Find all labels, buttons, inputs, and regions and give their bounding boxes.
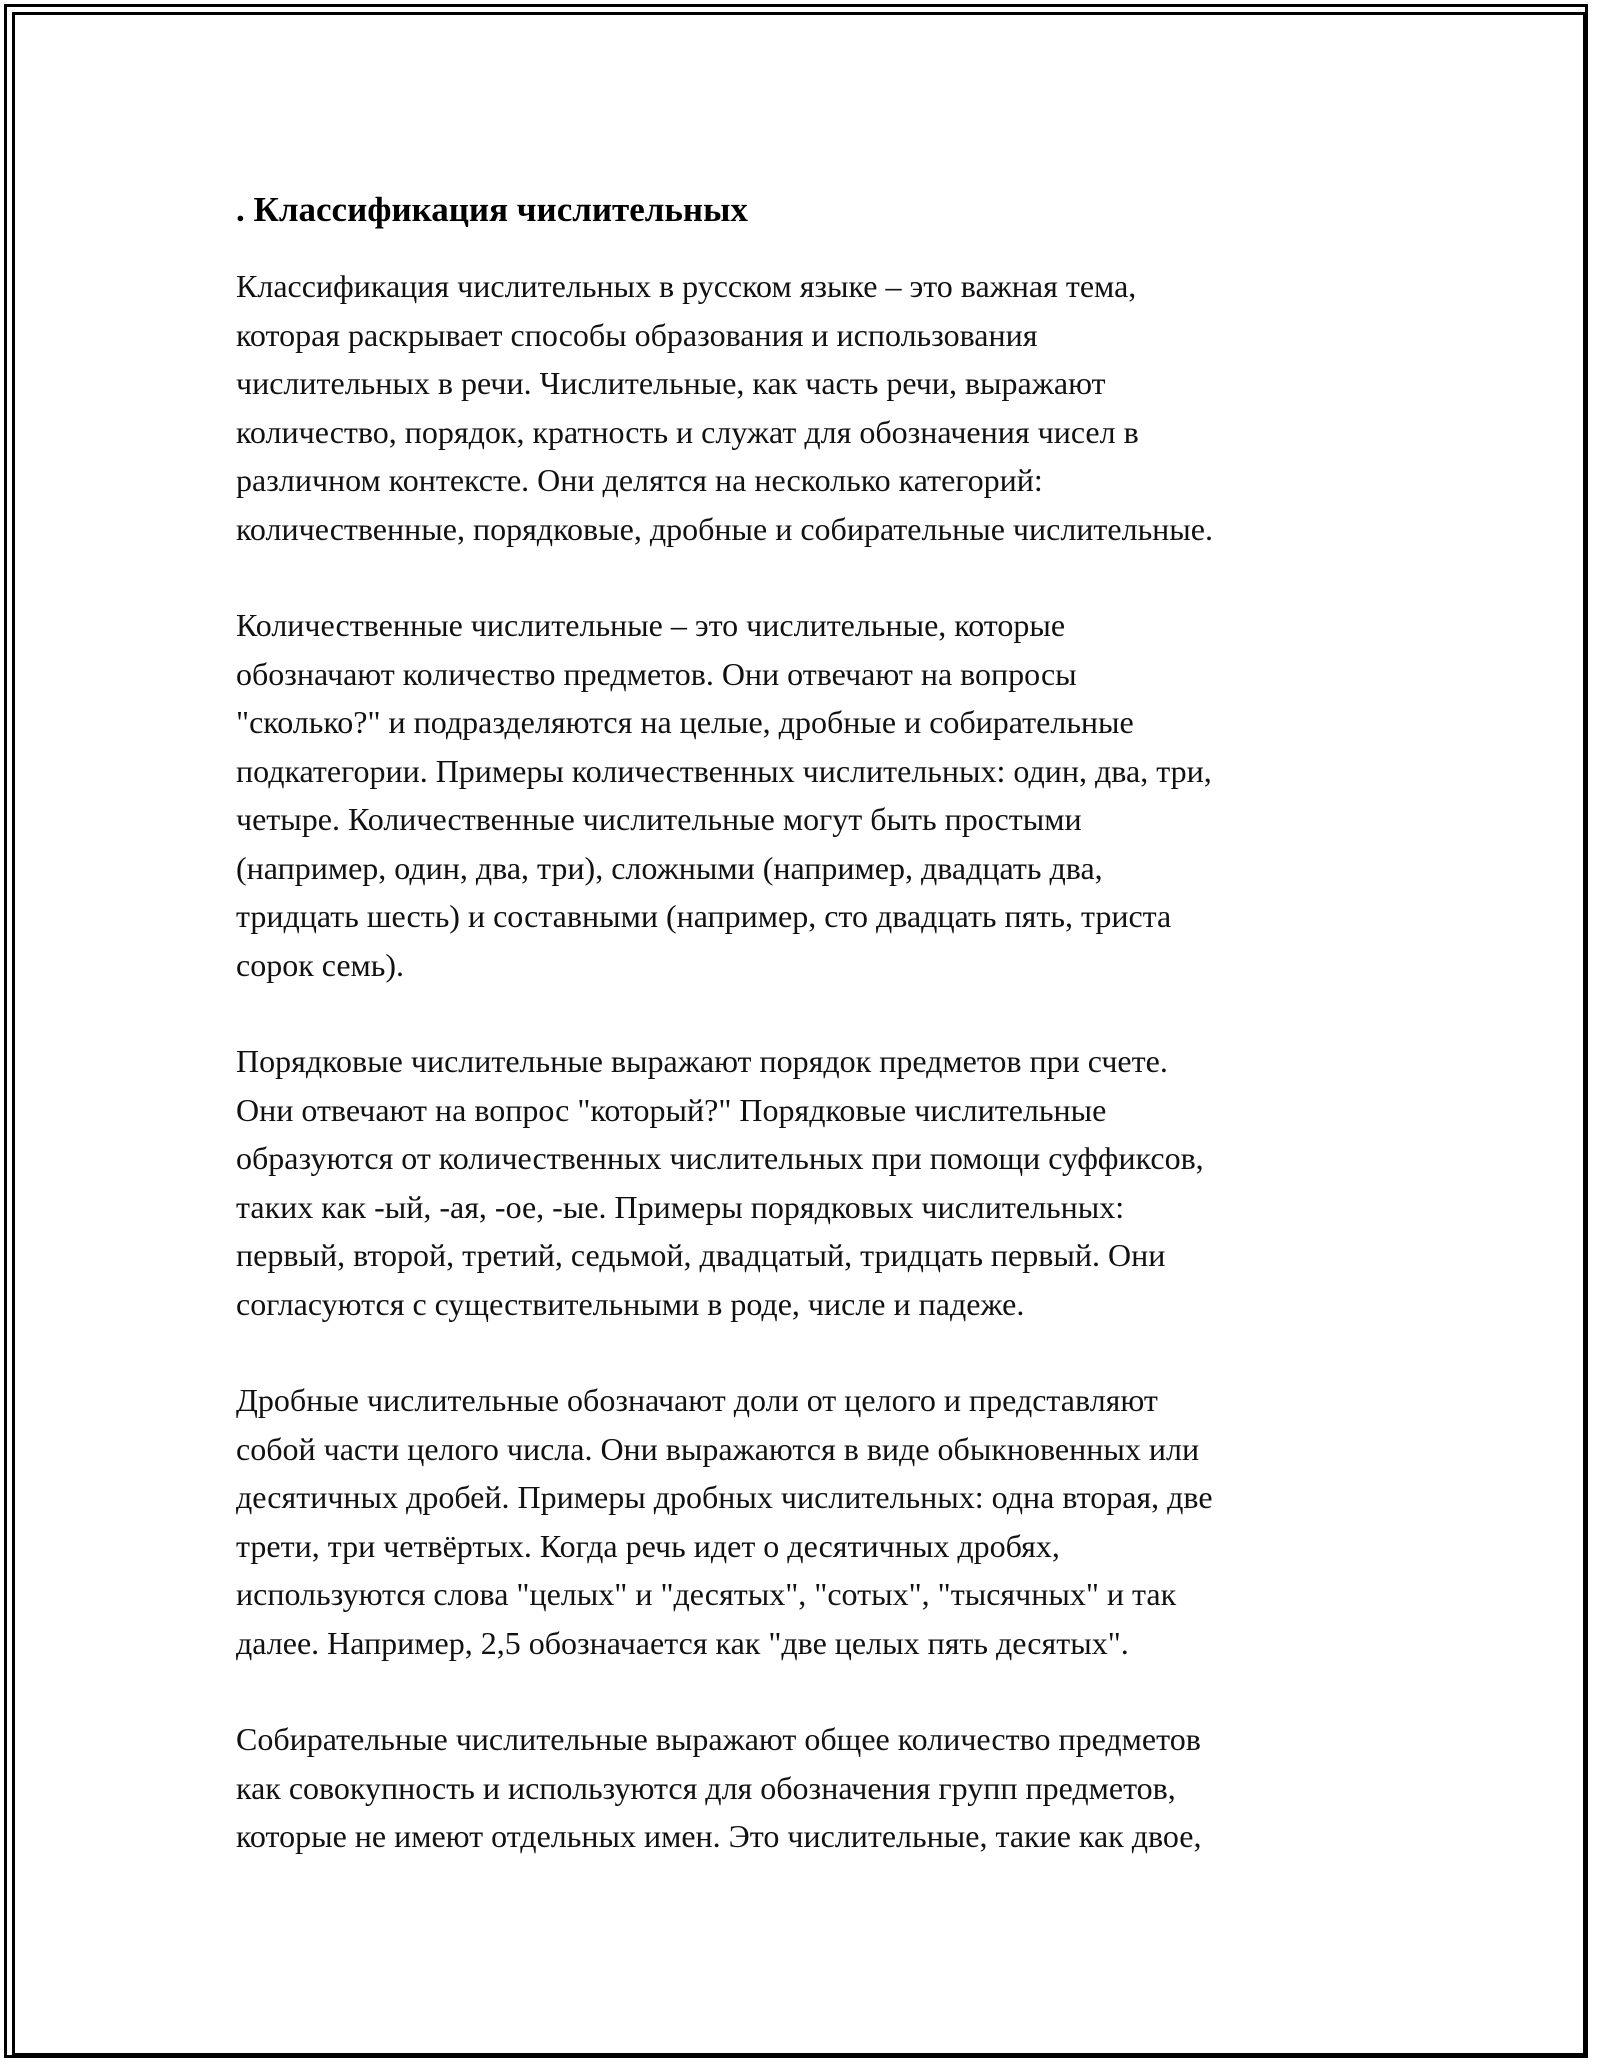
paragraph-fractional: Дробные числительные обозначают доли от целого и представляют собой части целого числа. Они выражаются в виде обыкновенных или десятичных дробей. Примеры дробных числительных: одна вторая, две трети, три четвёртых. Когда речь идет о десятичных дробях, используются слова "целых" и "десятых", "сотых", "тысячных" и так далее. Например, 2,5 обозначается как "две целых пять десятых". [236,1382,1213,1661]
document-title: . Классификация числительных [236,190,748,229]
document-page [236,188,1386,1909]
paragraph-cardinal: Количественные числительные – это числительные, которые обозначают количество предметов. Они отвечают на вопросы "сколько?" и подразделяются на целые, дробные и собирательные подкатегории. Примеры количественных числительных: один, два, три, четыре. Количественные числительные могут быть простыми (например, один, два, три), сложными (например, двадцать два, тридцать шесть) и составными (например, сто двадцать пять, триста сорок семь). [236,607,1212,983]
paragraph-intro: Классификация числительных в русском языке – это важная тема, которая раскрывает способы образования и использования числительных в речи. Числительные, как часть речи, выражают количество, порядок, кратность и служат для обозначения чисел в различном контексте. Они делятся на несколько категорий: количественные, порядковые, дробные и собирательные числительные. [236,268,1213,547]
paragraph-ordinal: Порядковые числительные выражают порядок предметов при счете. Они отвечают на вопрос "который?" Порядковые числительные образуются от количественных числительных при помощи суффиксов, таких как -ый, -ая, -ое, -ые. Примеры порядковых числительных: первый, второй, третий, седьмой, двадцатый, тридцать первый. Они согласуются с существительными в роде, числе и падеже. [236,1043,1204,1322]
paragraph-collective: Собирательные числительные выражают общее количество предметов как совокупность и используются для обозначения групп предметов, которые не имеют отдельных имен. Это числительные, такие как двое, [236,1721,1202,1854]
